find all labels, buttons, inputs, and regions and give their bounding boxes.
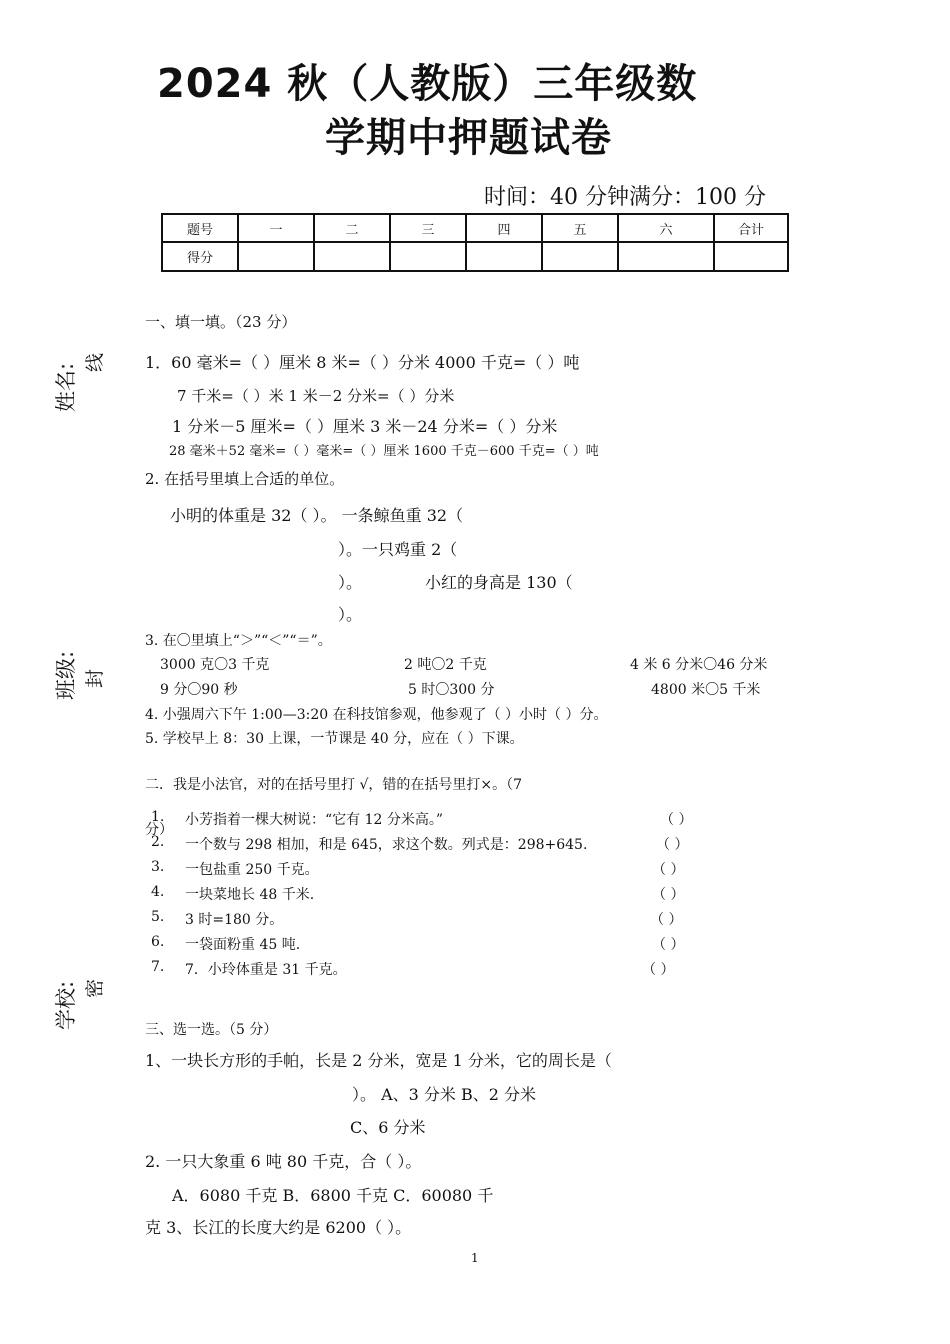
tf-answer-paren[interactable]: （ ）: [642, 962, 675, 978]
tf-item-number: 1.: [151, 809, 165, 825]
choice-q1-line-2: ）。 A、3 分米 B、2 分米: [352, 1085, 537, 1104]
score-cell[interactable]: [618, 242, 714, 271]
score-row-label: 得分: [162, 242, 238, 271]
score-cell[interactable]: [714, 242, 788, 271]
class-label: 班级:: [54, 650, 78, 700]
tf-item-text: 一块菜地长 48 千米.: [185, 887, 315, 903]
score-header-cell: 合计: [714, 214, 788, 242]
tf-item-text: 一袋面粉重 45 吨.: [185, 937, 301, 953]
tf-item-number: 3.: [151, 859, 165, 875]
q4-text: 4. 小强周六下午 1:00—3:20 在科技馆参观，他参观了（ ）小时（ ）分。: [145, 707, 608, 723]
tf-item-number: 6.: [151, 934, 165, 950]
name-label: 姓名:: [54, 362, 78, 412]
tf-answer-paren[interactable]: （ ）: [656, 837, 689, 853]
score-header-cell: 四: [466, 214, 542, 242]
q3-item: 4 米 6 分米〇46 分米: [630, 657, 768, 673]
q3-item: 3000 克〇3 千克: [160, 657, 270, 673]
school-label: 学校:: [54, 980, 78, 1030]
score-cell[interactable]: [466, 242, 542, 271]
title-line-2: 学期中押题试卷: [325, 115, 612, 161]
section-2-heading: 二．我是小法官，对的在括号里打 √，错的在括号里打×。（7: [145, 777, 523, 793]
binding-line-char: 线: [84, 352, 106, 372]
tf-item-number: 7.: [151, 959, 165, 975]
choice-q2-line-3: 克 3、长江的长度大约是 6200（ ）。: [145, 1218, 412, 1237]
score-cell[interactable]: [390, 242, 466, 271]
title-line-1: 2024 秋（人教版）三年级数: [157, 61, 698, 107]
choice-q1-line-3: C、6 分米: [350, 1118, 426, 1137]
tf-answer-paren[interactable]: （ ）: [652, 862, 685, 878]
tf-item-number: 2.: [151, 834, 165, 850]
score-header-cell: 三: [390, 214, 466, 242]
score-header-cell: 一: [238, 214, 314, 242]
q3-item: 9 分〇90 秒: [160, 682, 238, 698]
q3-item: 4800 米〇5 千米: [651, 682, 761, 698]
score-header-cell: 二: [314, 214, 390, 242]
tf-answer-paren[interactable]: （ ）: [652, 887, 685, 903]
q1-line-3: 1 分米－5 厘米=（ ）厘米 3 米－24 分米=（ ）分米: [172, 417, 558, 436]
time-score-info: 时间：40 分钟满分：100 分: [484, 185, 766, 210]
score-table-header-row: [162, 214, 788, 242]
q3-heading: 3. 在〇里填上“＞”“＜”“＝”。: [145, 633, 332, 649]
q2-heading: 2. 在括号里填上合适的单位。: [145, 470, 345, 488]
q3-item: 5 时〇300 分: [408, 682, 495, 698]
binding-seal-char: 封: [84, 668, 106, 688]
q1-line-2: 7 千米=（ ）米 1 米－2 分米=（ ）分米: [177, 387, 455, 405]
score-header-cell: 五: [542, 214, 618, 242]
q2-line-4: ）。: [338, 605, 363, 624]
choice-q2-line-2: A．6080 千克 B．6800 千克 C．60080 千: [172, 1186, 494, 1205]
q5-text: 5. 学校早上 8：30 上课，一节课是 40 分，应在（ ）下课。: [145, 731, 524, 747]
q3-item: 2 吨〇2 千克: [404, 657, 487, 673]
q2-line-2: ）。一只鸡重 2（: [338, 540, 458, 559]
score-cell[interactable]: [314, 242, 390, 271]
section-3-heading: 三、选一选。（5 分）: [145, 1022, 278, 1038]
choice-q2-line-1: 2. 一只大象重 6 吨 80 千克，合（ ）。: [145, 1152, 422, 1171]
tf-item-text: 小芳指着一棵大树说：“它有 12 分米高。”: [185, 812, 444, 828]
binding-secret-char: 密: [84, 978, 106, 998]
score-header-cell: 六: [618, 214, 714, 242]
score-cell[interactable]: [542, 242, 618, 271]
choice-q1-line-1: 1、一块长方形的手帕，长是 2 分米，宽是 1 分米，它的周长是（: [145, 1051, 612, 1070]
score-table: [161, 213, 789, 272]
tf-item-text: 3 时=180 分。: [185, 912, 284, 928]
tf-answer-paren[interactable]: （ ）: [660, 812, 693, 828]
q2-line-1: 小明的体重是 32（ ）。 一条鲸鱼重 32（: [170, 506, 464, 525]
tf-item-text: 一包盐重 250 千克。: [185, 862, 319, 878]
q2-line-3b: 小红的身高是 130（: [425, 573, 573, 592]
tf-item-text: 一个数与 298 相加，和是 645，求这个数。列式是：298+645.: [185, 837, 588, 853]
page-number: 1: [471, 1251, 479, 1265]
tf-item-number: 5.: [151, 909, 165, 925]
score-cell[interactable]: [238, 242, 314, 271]
score-header-cell: 题号: [162, 214, 238, 242]
tf-item-number: 4.: [151, 884, 165, 900]
score-table-score-row: [162, 242, 788, 271]
tf-item-text: 7．小玲体重是 31 千克。: [185, 962, 347, 978]
section-1-heading: 一、填一填。（23 分）: [145, 313, 297, 331]
q1-line-4: 28 毫米＋52 毫米=（ ）毫米=（ ）厘米 1600 千克－600 千克=（ ）吨: [169, 444, 599, 459]
q2-line-3a: ）。: [338, 573, 363, 592]
section-2-heading-cont: 分）: [145, 822, 173, 838]
q1-line-1: 1．60 毫米=（ ）厘米 8 米=（ ）分米 4000 千克=（ ）吨: [145, 353, 580, 372]
tf-answer-paren[interactable]: （ ）: [650, 912, 683, 928]
tf-answer-paren[interactable]: （ ）: [652, 937, 685, 953]
